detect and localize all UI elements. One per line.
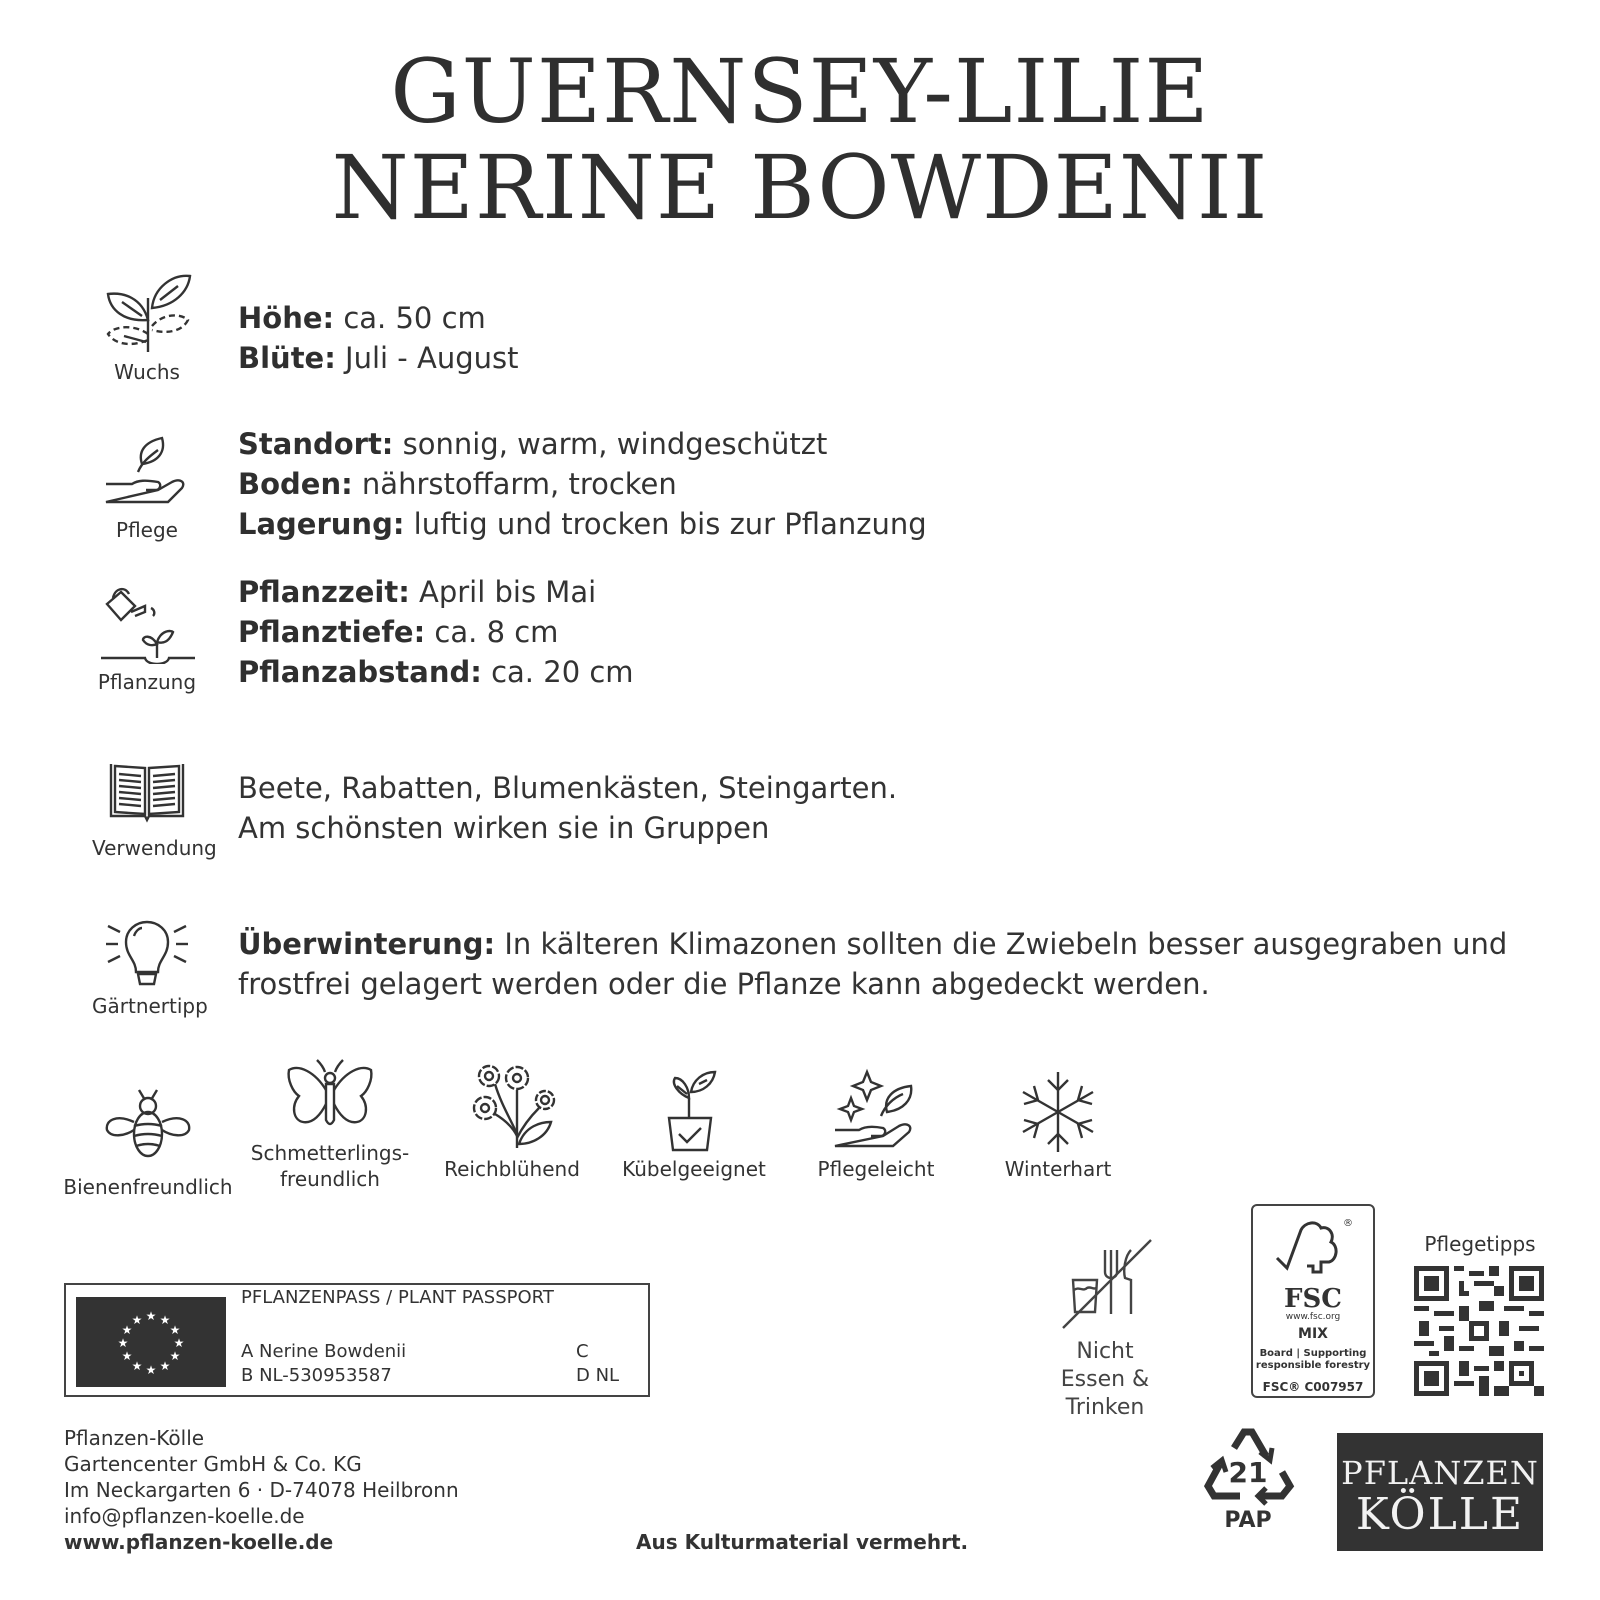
feature-schmetterlingsfreundlich: Schmetterlings- freundlich: [240, 1058, 420, 1192]
section-pflanzung: [92, 584, 202, 694]
svg-text:★: ★: [169, 1323, 181, 1337]
info-line-pflanztiefe: Pflanztiefe: ca. 8 cm: [238, 615, 559, 649]
svg-text:★: ★: [159, 1313, 171, 1327]
info-line-verwendung-1: Beete, Rabatten, Blumenkästen, Steingarten.: [238, 771, 898, 805]
passport-d: D NL: [576, 1365, 620, 1386]
fsc-desc2: responsible forestry: [1255, 1360, 1371, 1371]
address-company: Pflanzen-Kölle: [64, 1426, 205, 1450]
info-line-verwendung-2: Am schönsten wirken sie in Gruppen: [238, 811, 770, 845]
section-text-wuchs: [238, 298, 518, 378]
qr-code-icon: [1414, 1266, 1544, 1396]
section-text-pflanzung: [238, 572, 634, 692]
address-street: Im Neckargarten 6 · D-74078 Heilbronn: [64, 1478, 459, 1502]
plant-growth-icon: [102, 268, 192, 354]
section-label: Pflanzung: [97, 670, 197, 694]
info-line-hoehe: Höhe: ca. 50 cm: [238, 301, 486, 335]
title-common-name: GUERNSEY-LILIE: [390, 40, 1210, 143]
section-label: Gärtnertipp: [92, 994, 208, 1018]
svg-text:★: ★: [121, 1323, 133, 1337]
fsc-tree-check-icon: [1273, 1216, 1353, 1286]
plant-passport: [64, 1283, 650, 1397]
section-wuchs: [92, 268, 202, 384]
lightbulb-icon: [102, 916, 192, 988]
info-line-pflanzabstand: Pflanzabstand: ca. 20 cm: [238, 655, 634, 689]
snowflake-icon: [1016, 1070, 1100, 1154]
recycling-code: PAP: [1224, 1508, 1272, 1533]
recycling-arrows-icon: [1200, 1424, 1296, 1510]
warning-line2: Essen & Trinken: [1060, 1367, 1150, 1420]
info-line-standort: Standort: sonnig, warm, windgeschützt: [238, 427, 828, 461]
svg-text:®: ®: [1343, 1218, 1353, 1229]
section-text-pflege: [238, 424, 927, 544]
section-label: Pflege: [116, 518, 178, 542]
info-line-lagerung: Lagerung: luftig und trocken bis zur Pflanzung: [238, 507, 927, 541]
qr-code[interactable]: [1414, 1266, 1544, 1396]
brand-logo: [1337, 1433, 1543, 1551]
warning-line1: Nicht: [1076, 1339, 1134, 1364]
section-text-verwendung: [238, 768, 897, 848]
brand-line2: KÖLLE: [1355, 1489, 1525, 1540]
feature-pflegeleicht: Pflegeleicht: [786, 1068, 966, 1182]
fsc-type: MIX: [1298, 1326, 1328, 1342]
feature-winterhart: Winterhart: [968, 1070, 1148, 1182]
svg-text:21: 21: [1228, 1456, 1268, 1489]
flowers-icon: [467, 1064, 557, 1150]
svg-text:★: ★: [173, 1336, 185, 1350]
recycling-symbol: [1196, 1424, 1300, 1532]
svg-text:★: ★: [131, 1313, 143, 1327]
fsc-desc1: Board | Supporting: [1259, 1348, 1367, 1359]
section-label: Wuchs: [114, 360, 180, 384]
hand-leaf-icon: [102, 436, 192, 512]
section-pflege: [92, 436, 202, 542]
address-website[interactable]: www.pflanzen-koelle.de: [64, 1530, 334, 1554]
section-text-gaertnertipp: [238, 924, 1507, 1004]
open-book-icon: [107, 760, 187, 824]
info-line-ueberwinterung-1: Überwinterung: In kälteren Klimazonen sollten die Zwiebeln besser ausgegraben und: [238, 927, 1508, 961]
passport-a: A Nerine Bowdenii: [241, 1341, 407, 1362]
eu-flag-icon: [76, 1297, 226, 1387]
svg-text:★: ★: [145, 1363, 157, 1377]
info-line-boden: Boden: nährstoffarm, trocken: [238, 467, 677, 501]
feature-reichbluehend: Reichblühend: [422, 1064, 602, 1182]
passport-b: B NL-530953587: [241, 1365, 392, 1386]
passport-title: PFLANZENPASS / PLANT PASSPORT: [241, 1287, 554, 1308]
bee-icon: [103, 1086, 193, 1162]
no-food-drink-icon: [1055, 1236, 1155, 1332]
info-line-bluete: Blüte: Juli - August: [238, 341, 519, 375]
origin-note: Aus Kulturmaterial vermehrt.: [636, 1530, 969, 1554]
watering-can-icon: [99, 584, 195, 664]
butterfly-icon: [285, 1058, 375, 1132]
fsc-label: [1251, 1204, 1375, 1398]
section-verwendung: [92, 760, 217, 860]
address-email[interactable]: info@pflanzen-koelle.de: [64, 1504, 305, 1528]
address-legal: Gartencenter GmbH & Co. KG: [64, 1452, 362, 1476]
svg-text:★: ★: [117, 1336, 129, 1350]
brand-line1: PFLANZEN: [1341, 1454, 1539, 1492]
sparkle-hand-leaf-icon: [831, 1068, 921, 1152]
fsc-url: www.fsc.org: [1285, 1312, 1341, 1322]
svg-text:★: ★: [169, 1349, 181, 1363]
feature-kuebelgeeignet: Kübelgeeignet: [604, 1068, 784, 1182]
svg-text:★: ★: [145, 1309, 157, 1323]
info-line-pflanzzeit: Pflanzzeit: April bis Mai: [238, 575, 597, 609]
section-gaertnertipp: [92, 916, 208, 1018]
qr-label: Pflegetipps: [1424, 1232, 1536, 1256]
svg-text:★: ★: [159, 1359, 171, 1373]
feature-bienenfreundlich: Bienenfreundlich: [58, 1086, 238, 1200]
svg-text:★: ★: [121, 1349, 133, 1363]
not-edible-warning: [1030, 1236, 1180, 1422]
passport-c: C: [576, 1341, 589, 1362]
title-botanical-name: NERINE BOWDENII: [331, 136, 1269, 239]
info-line-ueberwinterung-2: frostfrei gelagert werden oder die Pflanze kann abgedeckt werden.: [238, 967, 1210, 1001]
company-address: [64, 1425, 459, 1555]
svg-text:★: ★: [131, 1359, 143, 1373]
section-label: Verwendung: [92, 836, 217, 860]
fsc-logo-text: FSC: [1284, 1284, 1342, 1314]
fsc-code: FSC® C007957: [1262, 1380, 1364, 1394]
potted-plant-icon: [649, 1068, 739, 1152]
